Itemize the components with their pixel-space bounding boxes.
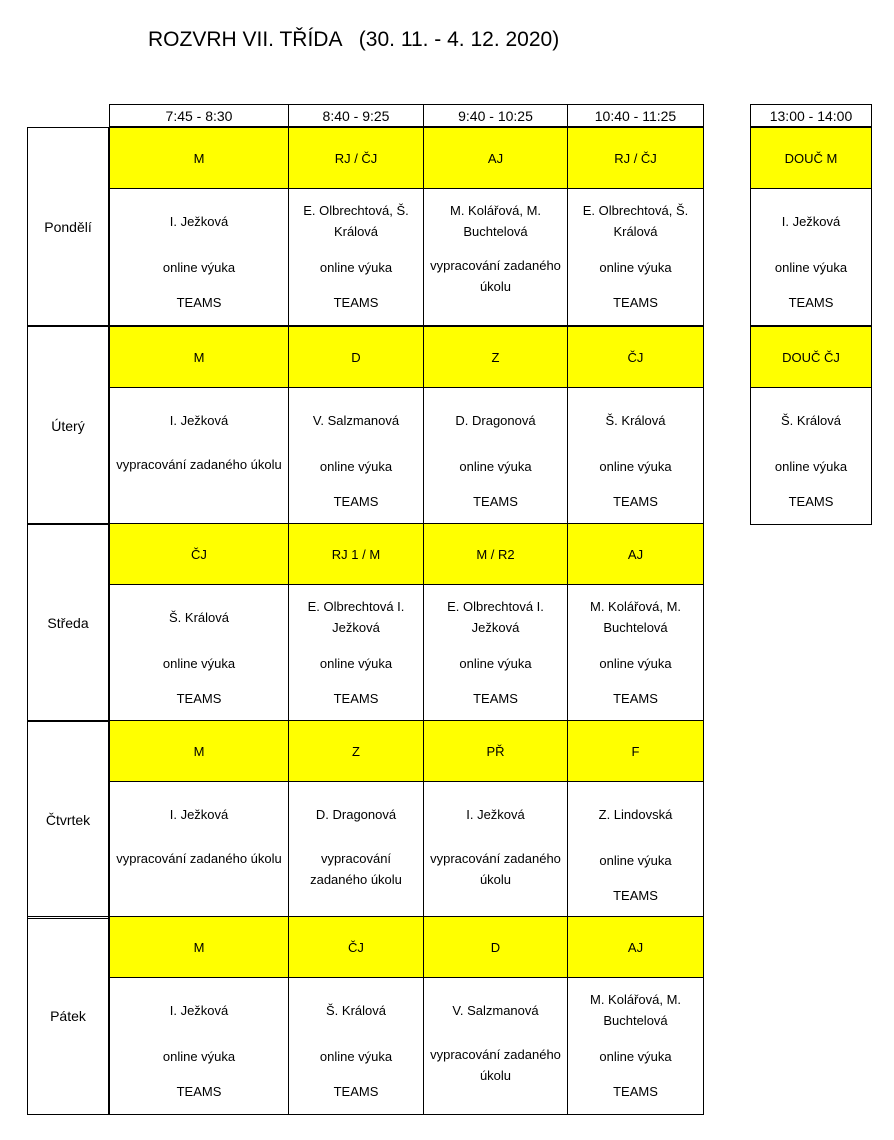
time-slot-header: 8:40 - 9:25 [288, 104, 424, 127]
subject-cell: M / R2 [423, 523, 568, 585]
subject-cell: Z [423, 326, 568, 388]
lesson-mode: online výuka [319, 656, 393, 671]
teacher-name: Š. Králová [781, 413, 841, 428]
subject-cell: M [109, 326, 289, 388]
teacher-name: Š. Králová [605, 413, 666, 428]
lesson-mode: online výuka [459, 656, 532, 671]
platform-name: TEAMS [788, 494, 834, 509]
lesson-details-cell [288, 387, 424, 525]
lesson-mode: online výuka [162, 656, 236, 671]
subject-cell: AJ [567, 523, 704, 585]
subject-cell: D [423, 916, 568, 978]
lesson-mode: online výuka [162, 260, 236, 275]
lesson-details-cell [423, 977, 568, 1115]
lesson-details-cell [567, 188, 704, 326]
teacher-name: Š. Králová [326, 1003, 386, 1018]
lesson-mode: online výuka [774, 260, 848, 275]
time-slot-header: 9:40 - 10:25 [423, 104, 568, 127]
teacher-name: V. Salzmanová [452, 1003, 539, 1018]
teacher-name: I. Ježková [169, 413, 229, 428]
platform-name: TEAMS [613, 295, 658, 310]
teacher-name: D. Dragonová [315, 807, 397, 822]
lesson-details-cell [109, 387, 289, 525]
lesson-mode: online výuka [162, 1049, 236, 1064]
lesson-details-cell [750, 387, 872, 525]
lesson-mode: vypracování zadaného úkolu [116, 851, 282, 866]
lesson-details-cell [109, 977, 289, 1115]
subject-cell: M [109, 720, 289, 782]
platform-name: TEAMS [473, 691, 518, 706]
lesson-details-cell [423, 387, 568, 525]
lesson-details-cell [288, 977, 424, 1115]
subject-cell: M [109, 916, 289, 978]
lesson-details-cell [567, 387, 704, 525]
lesson-mode: vypracování zadaného úkolu [430, 851, 561, 887]
time-slot-header: 7:45 - 8:30 [109, 104, 289, 127]
lesson-details-cell [109, 188, 289, 326]
platform-name: TEAMS [613, 888, 658, 903]
platform-name: TEAMS [613, 691, 658, 706]
platform-name: TEAMS [613, 1084, 658, 1099]
teacher-name: M. Kolářová, M. Buchtelová [449, 203, 542, 239]
subject-cell: ČJ [109, 523, 289, 585]
lesson-details-cell [567, 977, 704, 1115]
lesson-details-cell [288, 188, 424, 326]
subject-cell: ČJ [288, 916, 424, 978]
lesson-details-cell [567, 584, 704, 722]
lesson-mode: vypracování zadaného úkolu [430, 258, 561, 294]
teacher-name: E. Olbrechtová I. Ježková [307, 599, 405, 635]
lesson-mode: online výuka [599, 459, 672, 474]
lesson-mode: online výuka [319, 459, 393, 474]
teacher-name: V. Salzmanová [312, 413, 400, 428]
lesson-mode: vypracování zadaného úkolu [310, 851, 402, 887]
subject-cell: ČJ [567, 326, 704, 388]
lesson-mode: online výuka [599, 1049, 672, 1064]
platform-name: TEAMS [176, 691, 222, 706]
lesson-mode: online výuka [459, 459, 532, 474]
teacher-name: Š. Králová [169, 610, 229, 625]
subject-cell: AJ [423, 127, 568, 189]
lesson-mode: online výuka [599, 853, 672, 868]
lesson-mode: vypracování zadaného úkolu [430, 1047, 561, 1083]
teacher-name: E. Olbrechtová I. Ježková [447, 599, 544, 635]
lesson-details-cell [109, 781, 289, 919]
teacher-name: Z. Lindovská [598, 807, 673, 822]
teacher-name: M. Kolářová, M. Buchtelová [589, 992, 682, 1028]
teacher-name: D. Dragonová [455, 413, 536, 428]
lesson-mode: vypracování zadaného úkolu [116, 457, 282, 472]
lesson-details-cell [750, 188, 872, 326]
lesson-mode: online výuka [319, 1049, 393, 1064]
lesson-mode: online výuka [319, 260, 393, 275]
subject-cell: AJ [567, 916, 704, 978]
lesson-mode: online výuka [599, 260, 672, 275]
subject-cell: M [109, 127, 289, 189]
subject-cell: RJ 1 / M [288, 523, 424, 585]
platform-name: TEAMS [613, 494, 658, 509]
teacher-name: M. Kolářová, M. Buchtelová [589, 599, 682, 635]
subject-cell: Z [288, 720, 424, 782]
subject-cell: RJ / ČJ [288, 127, 424, 189]
teacher-name: I. Ježková [169, 807, 229, 822]
subject-cell: RJ / ČJ [567, 127, 704, 189]
platform-name: TEAMS [333, 494, 379, 509]
time-slot-header: 10:40 - 11:25 [567, 104, 704, 127]
teacher-name: I. Ježková [169, 214, 229, 229]
lesson-details-cell [423, 188, 568, 326]
lesson-mode: online výuka [599, 656, 672, 671]
lesson-details-cell [423, 584, 568, 722]
subject-cell: DOUČ ČJ [750, 326, 872, 388]
teacher-name: E. Olbrechtová, Š. Králová [582, 203, 689, 239]
platform-name: TEAMS [473, 494, 518, 509]
subject-cell: PŘ [423, 720, 568, 782]
platform-name: TEAMS [333, 1084, 379, 1099]
day-label: Úterý [27, 326, 109, 525]
day-label: Čtvrtek [27, 720, 109, 919]
teacher-name: I. Ježková [169, 1003, 229, 1018]
day-label: Pátek [27, 916, 109, 1115]
day-label: Pondělí [27, 127, 109, 326]
platform-name: TEAMS [333, 691, 379, 706]
teacher-name: I. Ježková [466, 807, 525, 822]
subject-cell: D [288, 326, 424, 388]
extra-time-slot-header: 13:00 - 14:00 [750, 104, 872, 127]
platform-name: TEAMS [176, 1084, 222, 1099]
platform-name: TEAMS [333, 295, 379, 310]
platform-name: TEAMS [176, 295, 222, 310]
lesson-details-cell [109, 584, 289, 722]
lesson-details-cell [288, 781, 424, 919]
teacher-name: E. Olbrechtová, Š. Králová [303, 203, 409, 239]
page-title: ROZVRH VII. TŘÍDA (30. 11. - 4. 12. 2020) [148, 28, 560, 51]
day-label: Středa [27, 523, 109, 722]
lesson-mode: online výuka [774, 459, 848, 474]
subject-cell: DOUČ M [750, 127, 872, 189]
lesson-details-cell [288, 584, 424, 722]
lesson-details-cell [423, 781, 568, 919]
teacher-name: I. Ježková [781, 214, 841, 229]
platform-name: TEAMS [788, 295, 834, 310]
subject-cell: F [567, 720, 704, 782]
lesson-details-cell [567, 781, 704, 919]
